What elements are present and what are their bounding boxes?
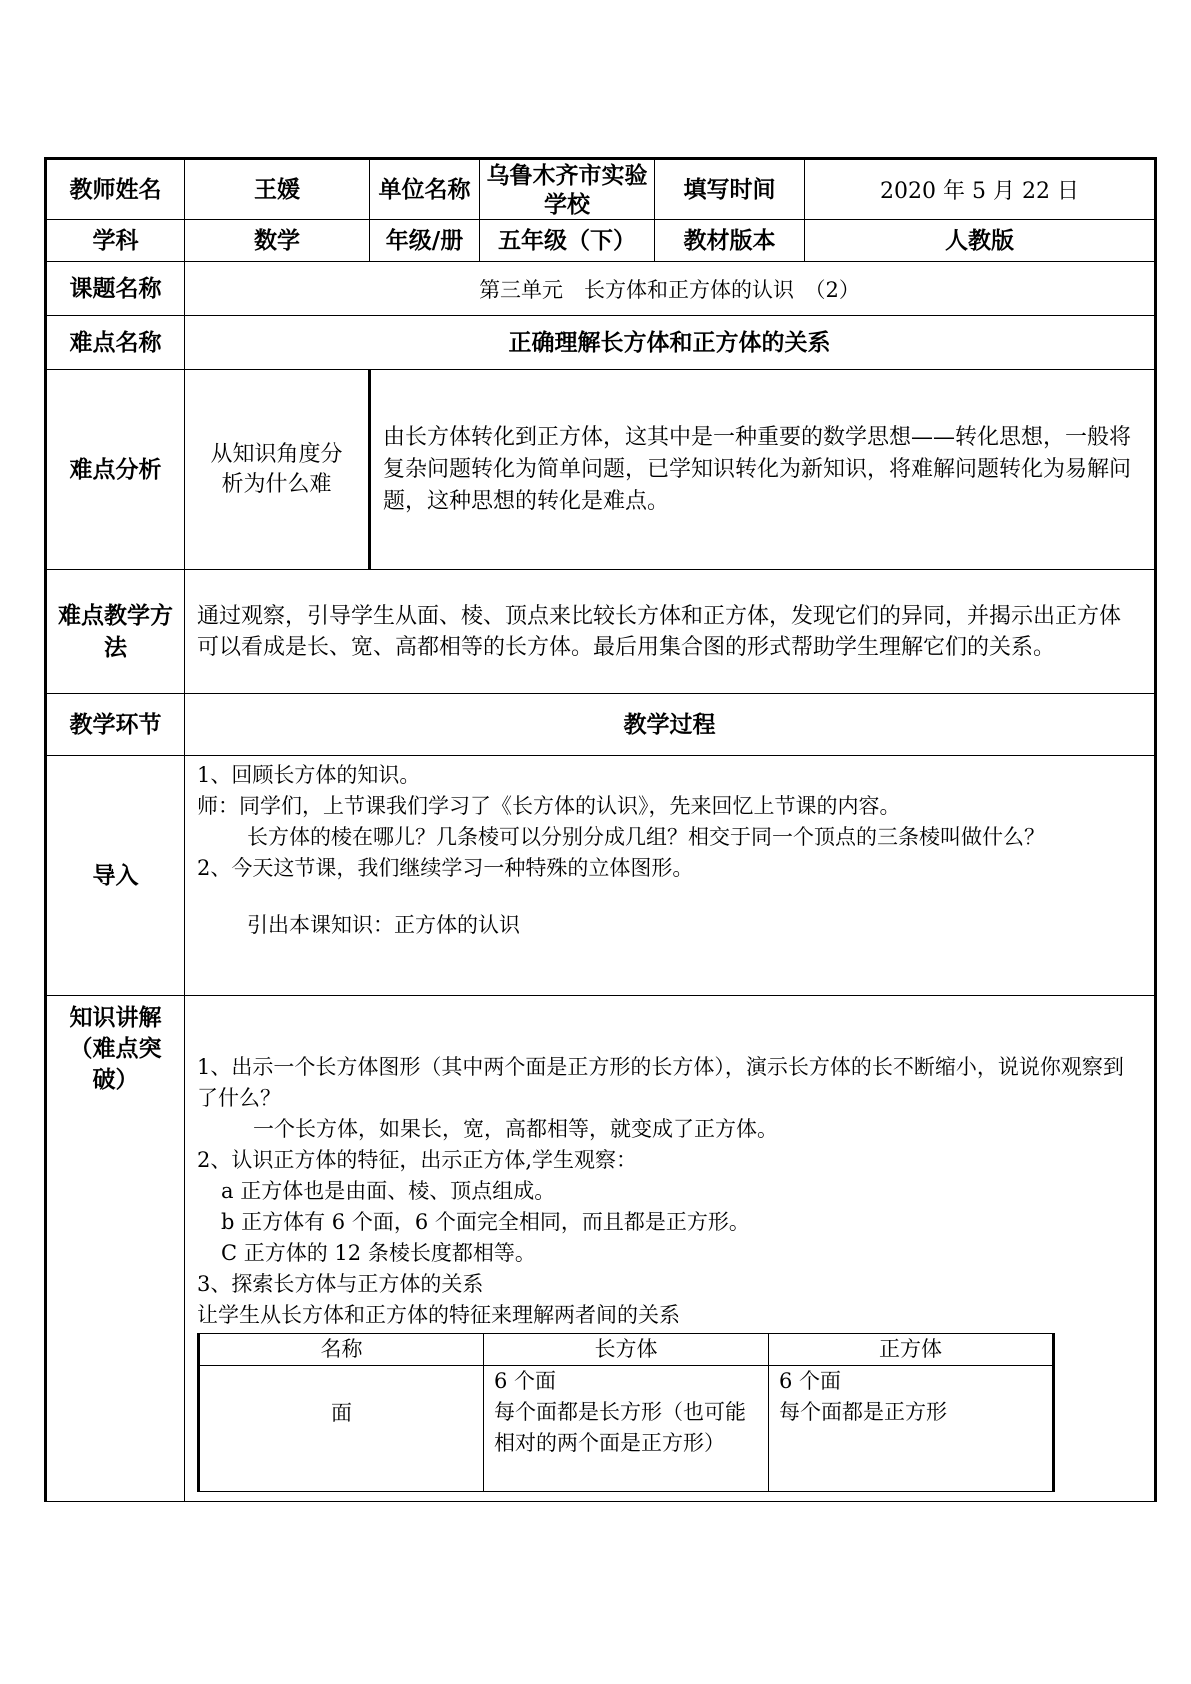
analysis-text: 由长方体转化到正方体，这其中是一种重要的数学思想——转化思想，一般将复杂问题转化为简单问题，已学知识转化为新知识，将难解问题转化为易解问题，这种思想的转化是难点。 — [370, 370, 1156, 570]
intro-content — [185, 756, 1156, 996]
unit-label: 单位名称 — [370, 159, 480, 220]
grade-label: 年级/册 — [370, 220, 480, 262]
explain-line: 2、认识正方体的特征，出示正方体,学生观察： — [197, 1148, 638, 1172]
edition-label: 教材版本 — [655, 220, 805, 262]
comparison-row-name: 面 — [199, 1366, 484, 1492]
intro-line: 1、回顾长方体的知识。 — [197, 763, 421, 787]
cuboid-cell — [484, 1366, 769, 1492]
explain-line: 让学生从长方体和正方体的特征来理解两者间的关系 — [197, 1303, 680, 1327]
date-label: 填写时间 — [655, 159, 805, 220]
explain-line: a 正方体也是由面、棱、顶点组成。 — [221, 1179, 556, 1203]
explain-line: 1、出示一个长方体图形（其中两个面是正方形的长方体），演示长方体的长不断缩小，说说你观察到了什么？ — [197, 1055, 1124, 1110]
comparison-header: 正方体 — [769, 1334, 1054, 1366]
intro-line: 长方体的棱在哪儿？几条棱可以分别分成几组？相交于同一个顶点的三条棱叫做什么？ — [247, 825, 1045, 849]
explain-line: 3、探索长方体与正方体的关系 — [197, 1272, 484, 1296]
comparison-header-row — [199, 1334, 1054, 1366]
date-value: 2020 年 5 月 22 日 — [805, 159, 1156, 220]
process-value: 教学过程 — [185, 694, 1156, 756]
teacher-value: 王媛 — [185, 159, 370, 220]
subject-label: 学科 — [46, 220, 185, 262]
explain-line: 一个长方体，如果长，宽，高都相等，就变成了正方体。 — [253, 1117, 778, 1141]
subject-value: 数学 — [185, 220, 370, 262]
cube-face-count: 6 个面 — [779, 1369, 842, 1393]
process-label: 教学环节 — [46, 694, 185, 756]
analysis-sub-label: 从知识角度分析为什么难 — [185, 370, 370, 570]
cube-face-desc: 每个面都是正方形 — [779, 1400, 947, 1424]
topic-value: 第三单元 长方体和正方体的认识 （2） — [185, 262, 1156, 316]
explain-row — [46, 996, 1156, 1502]
explain-label: 知识讲解（难点突破） — [46, 996, 185, 1502]
analysis-label: 难点分析 — [46, 370, 185, 570]
topic-row — [46, 262, 1156, 316]
comparison-header: 长方体 — [484, 1334, 769, 1366]
method-row — [46, 570, 1156, 694]
intro-row — [46, 756, 1156, 996]
lesson-plan-page — [44, 157, 1154, 1502]
cuboid-face-desc: 每个面都是长方形（也可能相对的两个面是正方形） — [494, 1400, 746, 1455]
comparison-row-face — [199, 1366, 1054, 1492]
grade-value: 五年级（下） — [480, 220, 655, 262]
cube-cell — [769, 1366, 1054, 1492]
lesson-plan-table — [44, 157, 1157, 1502]
cuboid-face-count: 6 个面 — [494, 1369, 557, 1393]
intro-line: 2、今天这节课，我们继续学习一种特殊的立体图形。 — [197, 856, 694, 880]
explain-line: b 正方体有 6 个面，6 个面完全相同，而且都是正方形。 — [221, 1210, 750, 1234]
topic-label: 课题名称 — [46, 262, 185, 316]
method-label: 难点教学方法 — [46, 570, 185, 694]
intro-line: 师：同学们，上节课我们学习了《长方体的认识》，先来回忆上节课的内容。 — [197, 794, 901, 818]
intro-label: 导入 — [46, 756, 185, 996]
header-row-1 — [46, 159, 1156, 220]
explain-content — [185, 996, 1156, 1502]
unit-value: 乌鲁木齐市实验学校 — [480, 159, 655, 220]
comparison-table — [197, 1333, 1055, 1492]
comparison-header: 名称 — [199, 1334, 484, 1366]
difficulty-row — [46, 316, 1156, 370]
difficulty-label: 难点名称 — [46, 316, 185, 370]
teacher-label: 教师姓名 — [46, 159, 185, 220]
method-text: 通过观察，引导学生从面、棱、顶点来比较长方体和正方体，发现它们的异同，并揭示出正方体可以看成是长、宽、高都相等的长方体。最后用集合图的形式帮助学生理解它们的关系。 — [185, 570, 1156, 694]
difficulty-value: 正确理解长方体和正方体的关系 — [185, 316, 1156, 370]
intro-line: 引出本课知识：正方体的认识 — [247, 913, 520, 937]
process-row — [46, 694, 1156, 756]
header-row-2 — [46, 220, 1156, 262]
edition-value: 人教版 — [805, 220, 1156, 262]
explain-line: C 正方体的 12 条棱长度都相等。 — [221, 1241, 536, 1265]
analysis-row — [46, 370, 1156, 570]
